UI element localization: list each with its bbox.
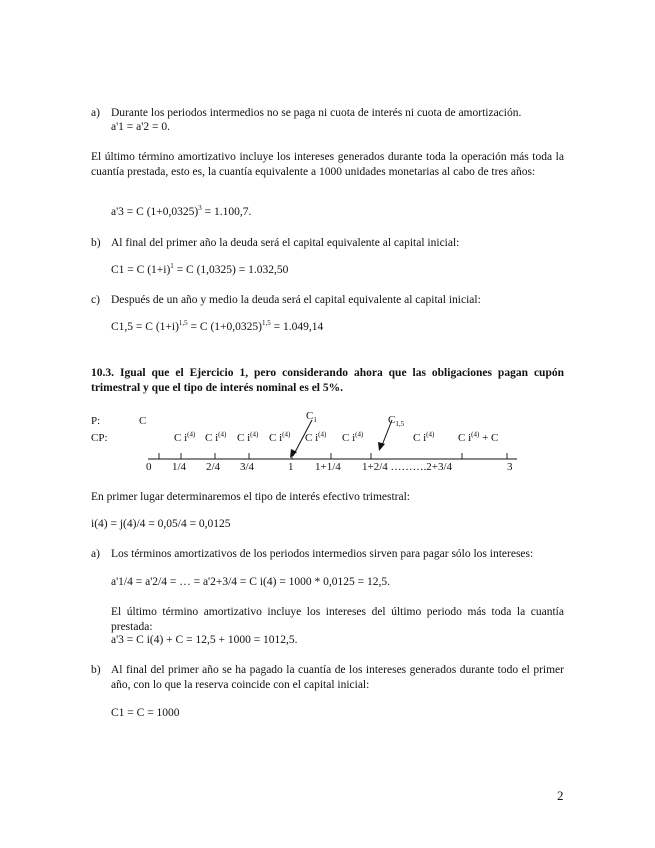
formula-c15-exp1: 1,5 [178,319,188,328]
item-text: El último término amortizativo incluye los intereses del último periodo más toda la cuantía prestada: [111,606,564,633]
item-text: Durante los periodos intermedios no se paga ni cuota de interés ni cuota de amortización. [111,107,522,119]
formula-c15-part3: = 1.049,14 [270,321,324,333]
coupon-sup: (4) [187,430,196,439]
formula-c15-exp2: 1,5 [261,319,271,328]
coupon-sup: (4) [318,430,327,439]
c1-label-text: C [306,410,314,422]
coupon-1 [174,432,195,444]
row-p-capital: C [139,415,147,427]
formula-a3-rhs: = 1.100,7. [201,206,252,218]
tick-label-0: 0 [146,461,152,473]
tick-label-1: 1 [288,461,294,473]
exercise-title: 10.3. Igual que el Ejercicio 1, pero considerando ahora que las obligaciones pagan cupón trimestral y que el tipo de interés nominal es el 5%. [91,367,564,394]
tick-label-3: 3 [507,461,513,473]
tick-label-3-4: 3/4 [240,461,255,473]
coupon-last-suffix: + C [479,432,499,444]
coupon-7 [413,432,434,444]
formula-c1-part2: = C (1,0325) = 1.032,50 [173,264,289,276]
coupon-6 [342,432,363,444]
arrow-c15-head [378,442,385,451]
coupon-5 [305,432,326,444]
item-text: Al final del primer año la deuda será el capital equivalente al capital inicial: [111,237,460,249]
item-label: a) [91,548,100,560]
coupon-sup: (4) [426,430,435,439]
row-cp-label: CP: [91,432,108,444]
coupon-text: C i [269,432,283,444]
paragraph-last-term: El último término amortizativo incluye los intereses generados durante toda la operación más toda la cuantía prestada, esto es, la cuantía equivalente a 1000 unidades monetarias al cabo de tres años: [91,151,564,178]
formula-a3-exp: 3 [198,204,202,213]
paragraph-effective-rate: En primer lugar determinaremos el tipo de interés efectivo trimestral: [91,491,411,503]
formula-c15-part2: = C (1+0,0325) [187,321,262,333]
tick-label-1-1-4: 1+1/4 [315,461,341,473]
c1-label-sub: 1 [313,416,317,425]
item-label: b) [91,664,101,676]
coupon-text: C i [305,432,319,444]
coupon-sup: (4) [282,430,291,439]
coupon-sup: (4) [471,430,480,439]
coupon-4 [269,432,290,444]
formula-intermediate-terms: a'1/4 = a'2/4 = … = a'2+3/4 = C i(4) = 1000 * 0,0125 = 12,5. [111,576,391,588]
tick-label-1-4: 1/4 [172,461,187,473]
coupon-sup: (4) [250,430,259,439]
c1-label [306,410,317,425]
c15-label-sub: 1,5 [395,420,405,429]
coupon-text: C i [413,432,427,444]
formula-a3-lhs: a'3 = C (1+0,0325) [111,206,199,218]
coupon-2 [205,432,226,444]
item-text: Los términos amortizativos de los periodos intermedios sirven para pagar sólo los intereses: [111,548,534,560]
row-p-label: P: [91,415,101,427]
item-text: Después de un año y medio la deuda será el capital equivalente al capital inicial: [111,294,481,306]
formula-c1-reserve: C1 = C = 1000 [111,707,180,719]
formula-i4: i(4) = j(4)/4 = 0,05/4 = 0,0125 [91,518,231,530]
coupon-text: C i [342,432,356,444]
coupon-text: C i [174,432,188,444]
tick-label-1-2-4-to-2-3-4: 1+2/4 ……….2+3/4 [362,461,453,473]
item-label: b) [91,237,101,249]
formula-a1-a2: a'1 = a'2 = 0. [111,121,170,133]
coupon-3 [237,432,258,444]
c15-label [388,414,405,429]
tick-label-2-4: 2/4 [206,461,221,473]
coupon-sup: (4) [218,430,227,439]
item-label: a) [91,107,100,119]
formula-c1-exp: 1 [170,262,174,271]
coupon-text: C i [458,432,472,444]
item-text: Al final del primer año se ha pagado la cuantía de los intereses generados durante todo el primer año, con lo que la reserva coincide con el capital inicial: [111,664,564,691]
c15-label-text: C [388,414,396,426]
formula-last-term: a'3 = C i(4) + C = 12,5 + 1000 = 1012,5. [111,634,298,646]
formula-c15-part1: C1,5 = C (1+i) [111,321,179,333]
coupon-sup: (4) [355,430,364,439]
coupon-text: C i [237,432,251,444]
page-number: 2 [557,788,564,803]
coupon-text: C i [205,432,219,444]
item-label: c) [91,294,100,306]
formula-c1-part1: C1 = C (1+i) [111,264,171,276]
coupon-last [458,432,498,444]
